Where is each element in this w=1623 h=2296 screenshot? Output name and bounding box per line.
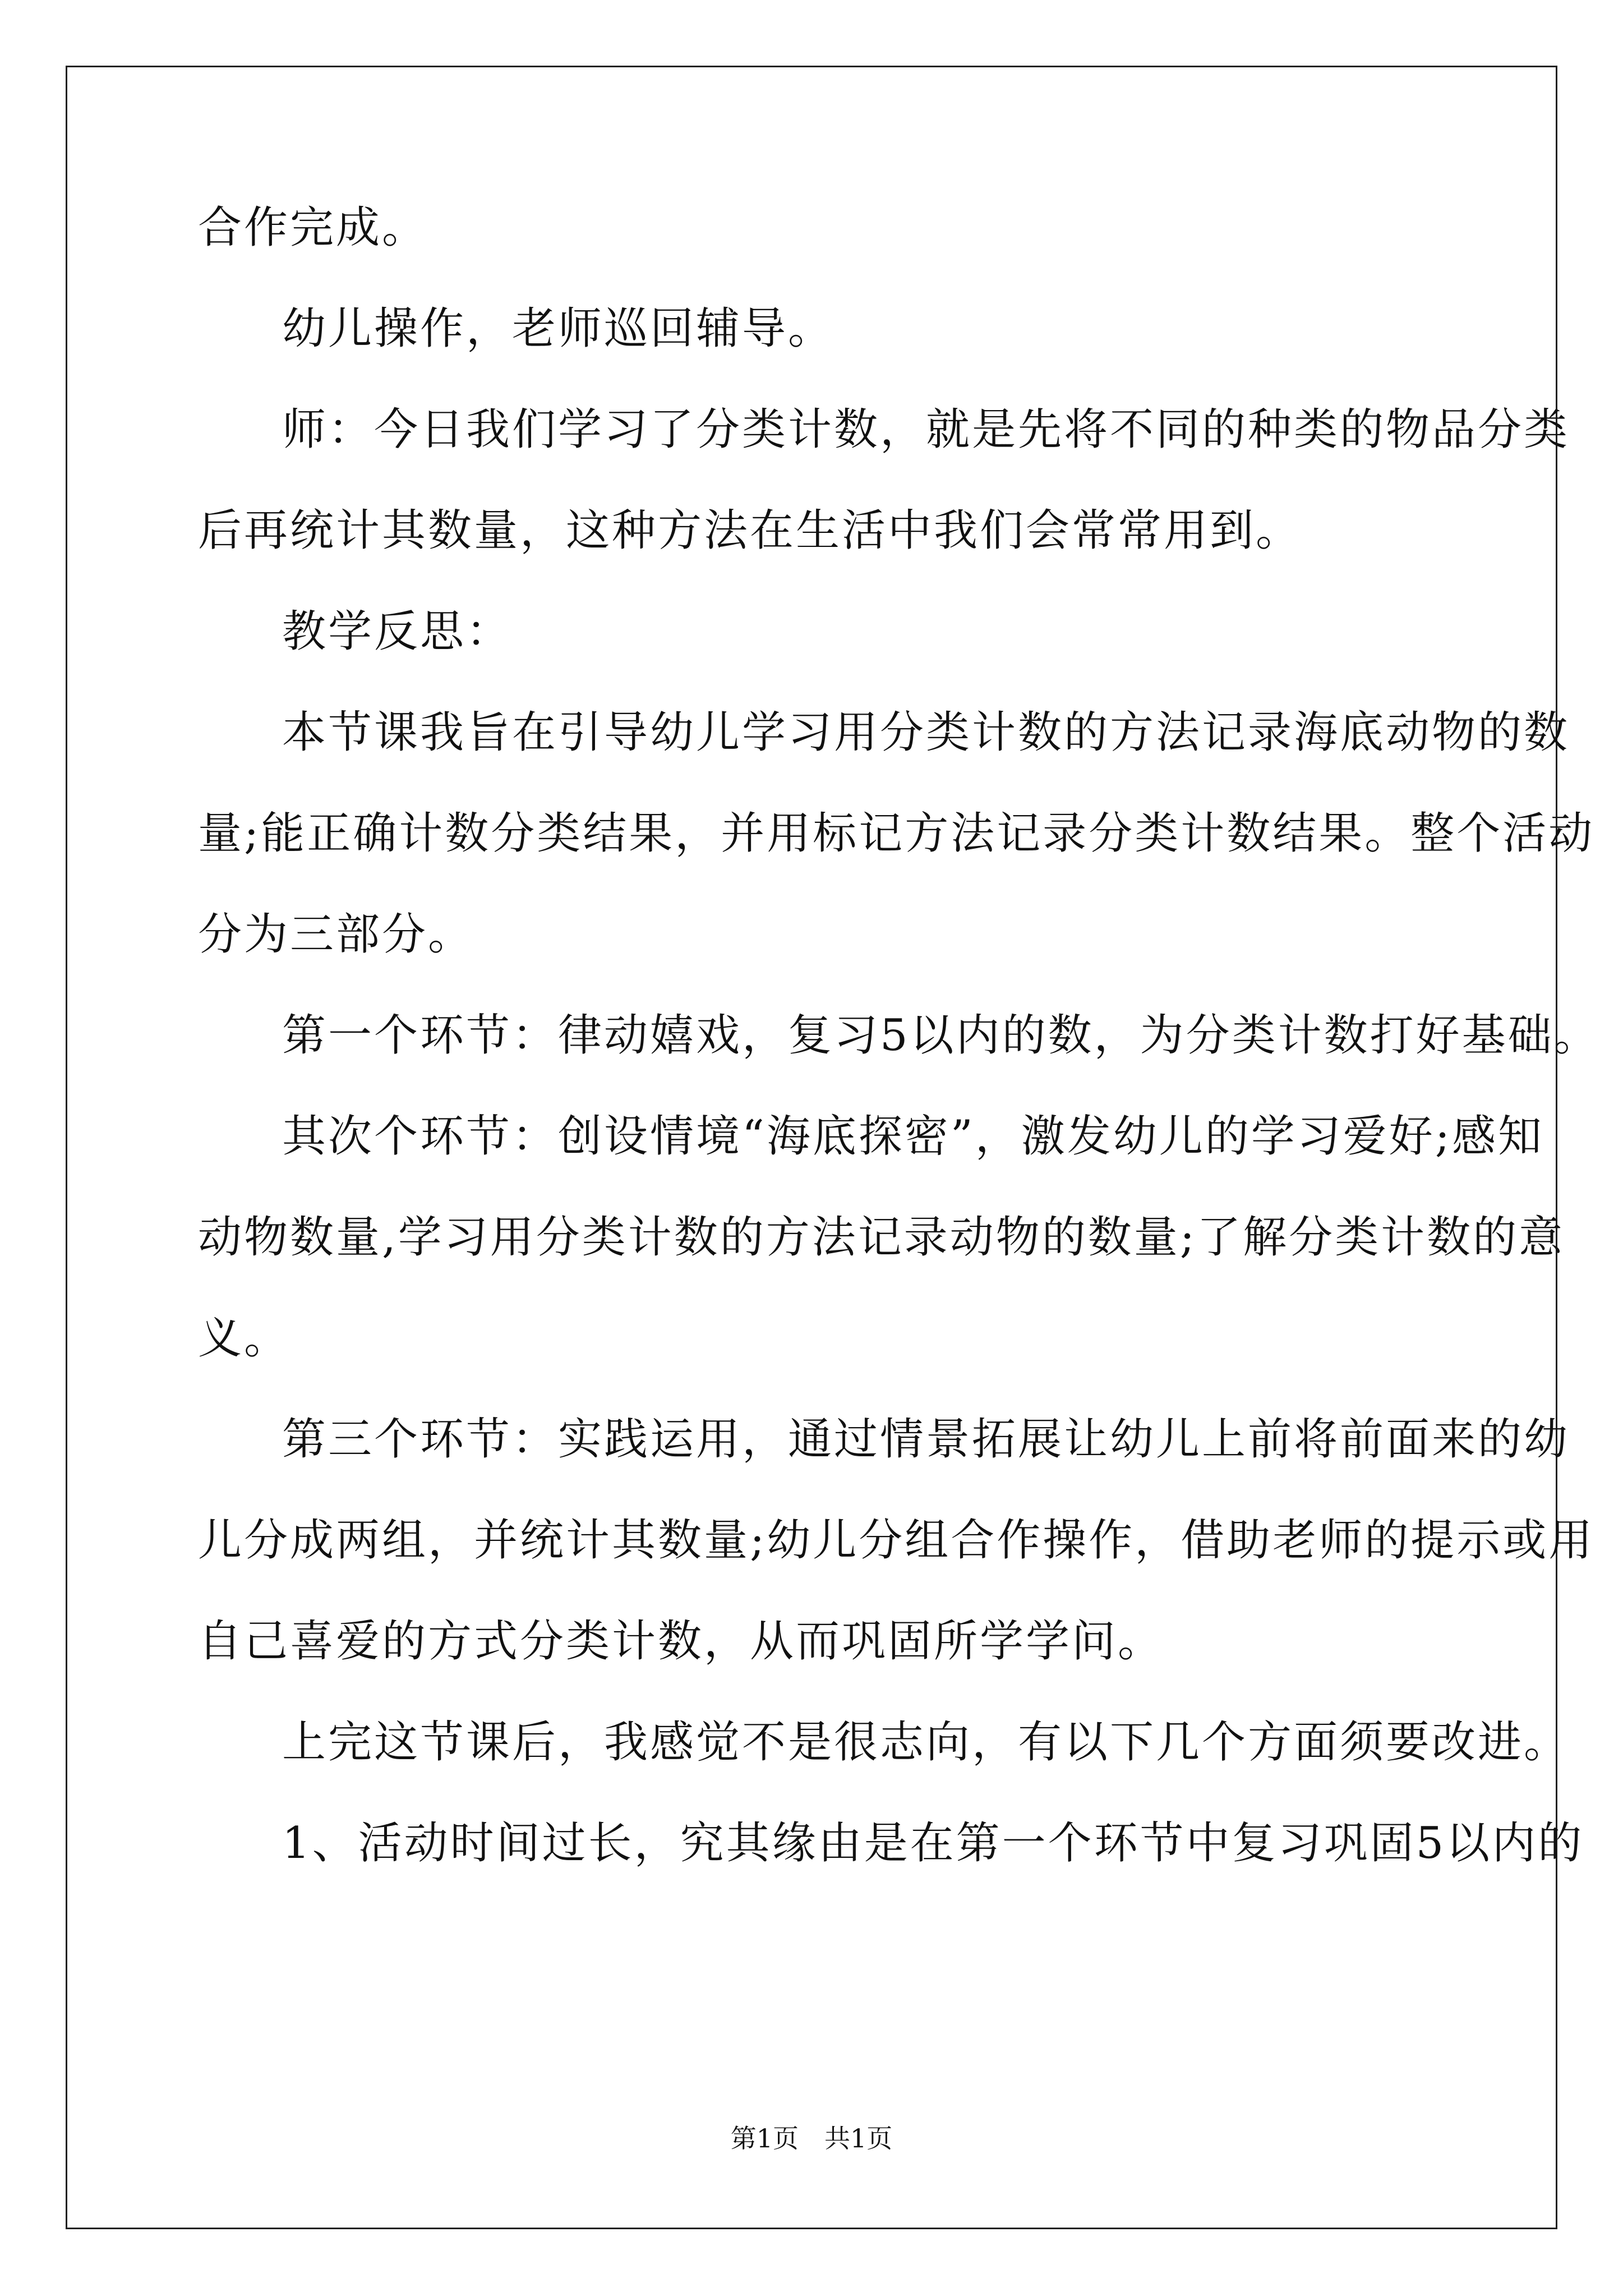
text-line: 第三个环节：实践运用，通过情景拓展让幼儿上前将前面来的幼	[282, 1414, 1570, 1465]
text-line: 动物数量,学习用分类计数的方法记录动物的数量;了解分类计数的意	[198, 1212, 1565, 1263]
text-line: 其次个环节：创设情境“海底探密”，激发幼儿的学习爱好;感知	[282, 1111, 1544, 1162]
text-line: 幼儿操作，老师巡回辅导。	[282, 303, 834, 354]
text-line: 合作完成。	[198, 203, 428, 253]
text-line: 师：今日我们学习了分类计数，就是先将不同的种类的物品分类	[282, 404, 1570, 455]
text-line: 上完这节课后，我感觉不是很志向，有以下几个方面须要改进。	[282, 1717, 1570, 1768]
page-number-footer: 第1页 共1页	[730, 2123, 893, 2154]
text-line: 自己喜爱的方式分类计数，从而巩固所学学问。	[198, 1616, 1164, 1667]
text-line: 本节课我旨在引导幼儿学习用分类计数的方法记录海底动物的数	[282, 707, 1570, 758]
text-line: 分为三部分。	[198, 909, 474, 960]
text-line: 1、活动时间过长，究其缘由是在第一个环节中复习巩固5以内的	[282, 1818, 1584, 1869]
text-line: 量;能正确计数分类结果，并用标记方法记录分类计数结果。整个活动	[198, 808, 1595, 859]
text-line: 儿分成两组，并统计其数量;幼儿分组合作操作，借助老师的提示或用	[198, 1515, 1595, 1566]
text-line: 义。	[198, 1313, 291, 1364]
text-line: 第一个环节：律动嬉戏，复习5以内的数，为分类计数打好基础。	[282, 1010, 1600, 1061]
text-line: 后再统计其数量，这种方法在生活中我们会常常用到。	[198, 505, 1302, 556]
text-line: 教学反思：	[282, 606, 513, 657]
